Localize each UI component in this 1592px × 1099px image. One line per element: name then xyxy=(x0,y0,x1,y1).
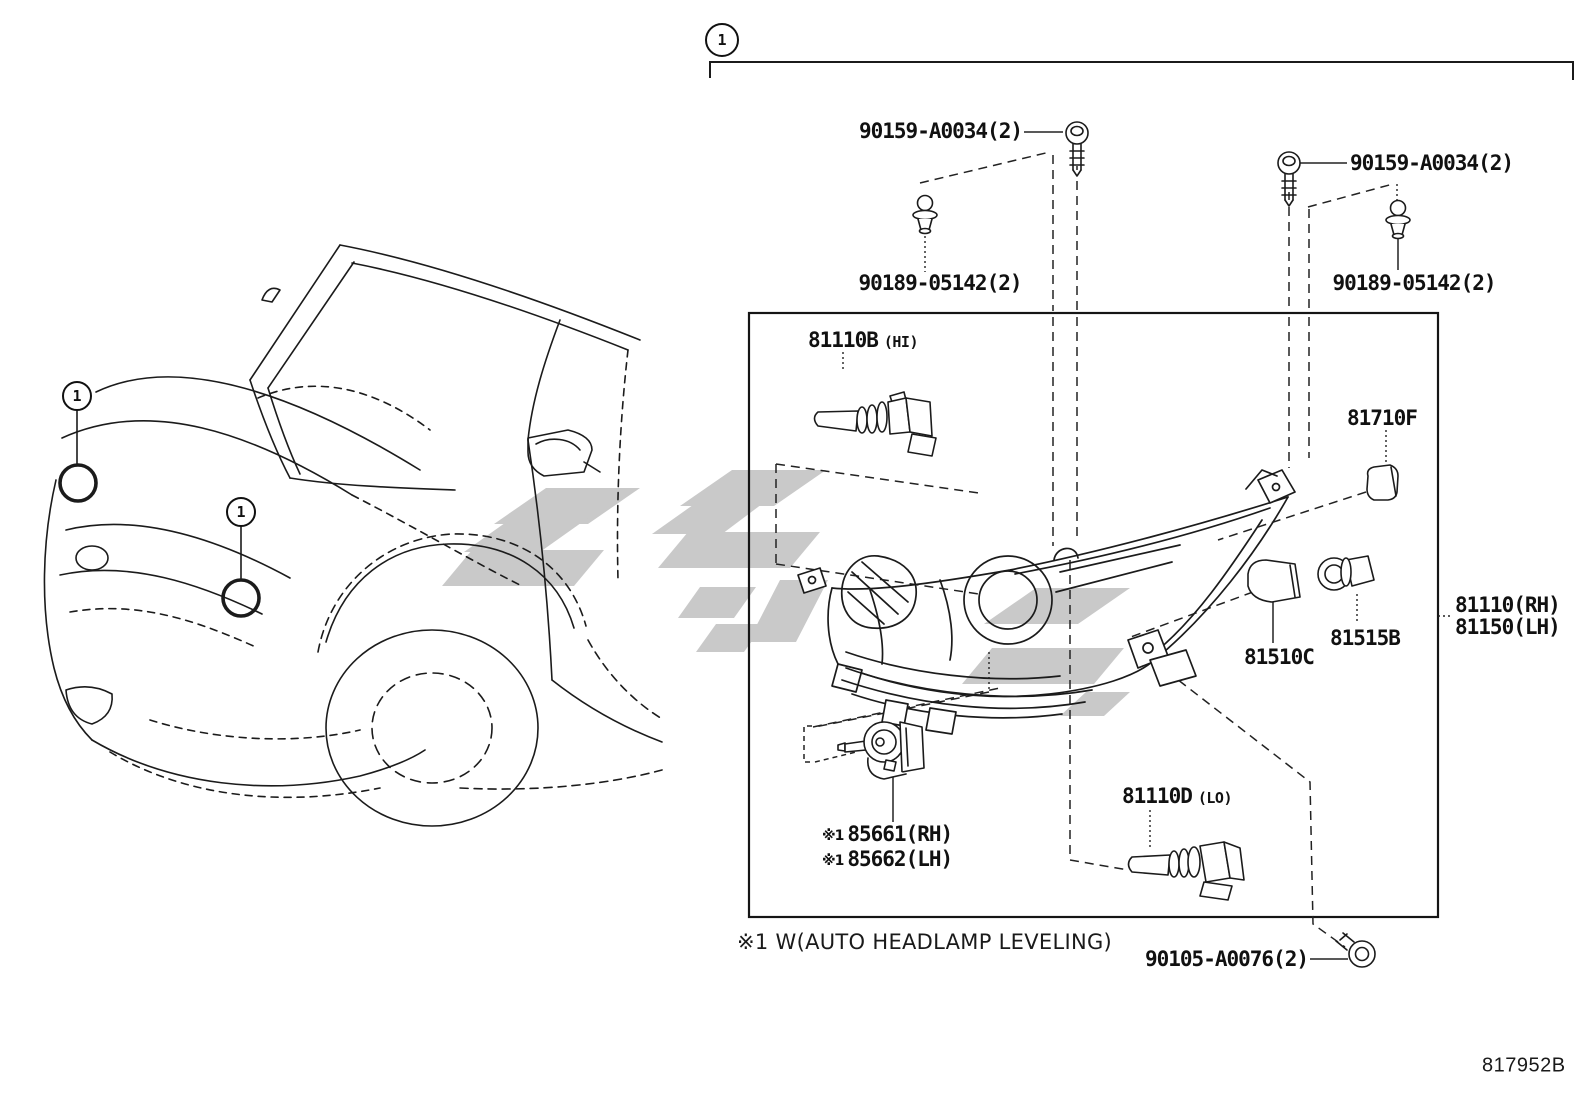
toyota-emblem xyxy=(76,546,108,570)
car-roof-and-pillars xyxy=(250,245,640,680)
page-code: 817952B xyxy=(1482,1054,1566,1077)
signal-bulb-icon xyxy=(1248,560,1300,602)
headlamp-circle-mark xyxy=(60,465,96,501)
headlamp-top-edge xyxy=(832,497,1288,589)
high-beam-chamber xyxy=(842,556,916,628)
clearance-bulb-icon xyxy=(1367,465,1398,500)
callout-car-hood: 1 xyxy=(62,381,92,411)
reflector-facet xyxy=(1056,562,1172,592)
label-clip-right: 90189-05142(2) xyxy=(1332,271,1496,295)
label-screw-top-right: 90159-A0034(2) xyxy=(1350,151,1514,175)
label-headlamp-assy xyxy=(1455,594,1560,638)
hi-beam-bulb-icon xyxy=(815,392,937,456)
callout-car-grille: 1 xyxy=(226,497,256,527)
leveling-motor-rh: 85661(RH) xyxy=(847,822,953,846)
label-screw-top-left: 90159-A0034(2) xyxy=(858,119,1022,143)
grille-circle-mark xyxy=(223,580,259,616)
headlamp-inner-lens-2 xyxy=(1158,520,1262,650)
headlamp-assy-lh: 81150(LH) xyxy=(1455,615,1560,639)
leveling-motor-rh-row xyxy=(822,823,952,848)
clip-icon-right xyxy=(1386,201,1410,239)
leveling-motor-lh: 85662(LH) xyxy=(847,847,953,871)
note-ref-mark: ※1 xyxy=(822,828,844,844)
label-clearance-bulb: 81710F xyxy=(1347,406,1417,430)
label-leveling-motor xyxy=(822,823,952,873)
clip-icon-left xyxy=(913,196,937,234)
car-mirror xyxy=(528,430,600,476)
housing-rib xyxy=(870,590,883,664)
label-hi-beam-bulb xyxy=(808,329,918,353)
label-clip-left: 90189-05142(2) xyxy=(858,271,1022,295)
bolt-icon xyxy=(1336,933,1375,967)
lo-beam-qualifier: (LO) xyxy=(1197,789,1232,807)
note-ref-mark: ※1 xyxy=(822,853,844,869)
hi-beam-qualifier: (HI) xyxy=(883,333,918,351)
panel-bracket xyxy=(710,62,1573,80)
label-socket: 81515B xyxy=(1330,626,1400,650)
leveling-motor-lh-row xyxy=(822,848,952,873)
leveling-motor-icon xyxy=(838,722,924,779)
lo-beam-bulb-icon xyxy=(1129,842,1245,900)
hi-beam-part-number: 81110B xyxy=(808,328,878,352)
headlamp-left-edge xyxy=(828,588,838,664)
label-lo-beam-bulb xyxy=(1122,785,1232,809)
callout-panel: 1 xyxy=(705,23,739,57)
footnote-auto-headlamp-leveling: ※1 W(AUTO HEADLAMP LEVELING) xyxy=(737,930,1113,954)
housing-rib xyxy=(940,580,952,660)
label-mount-bolt: 90105-A0076(2) xyxy=(1144,947,1308,971)
label-signal-bulb: 81510C xyxy=(1244,645,1314,669)
car-drawing xyxy=(44,245,664,826)
socket-icon xyxy=(1318,556,1374,590)
lo-beam-part-number: 81110D xyxy=(1122,784,1192,808)
car-hood-and-front xyxy=(44,377,520,797)
headlamp-assy-rh: 81110(RH) xyxy=(1455,593,1560,617)
